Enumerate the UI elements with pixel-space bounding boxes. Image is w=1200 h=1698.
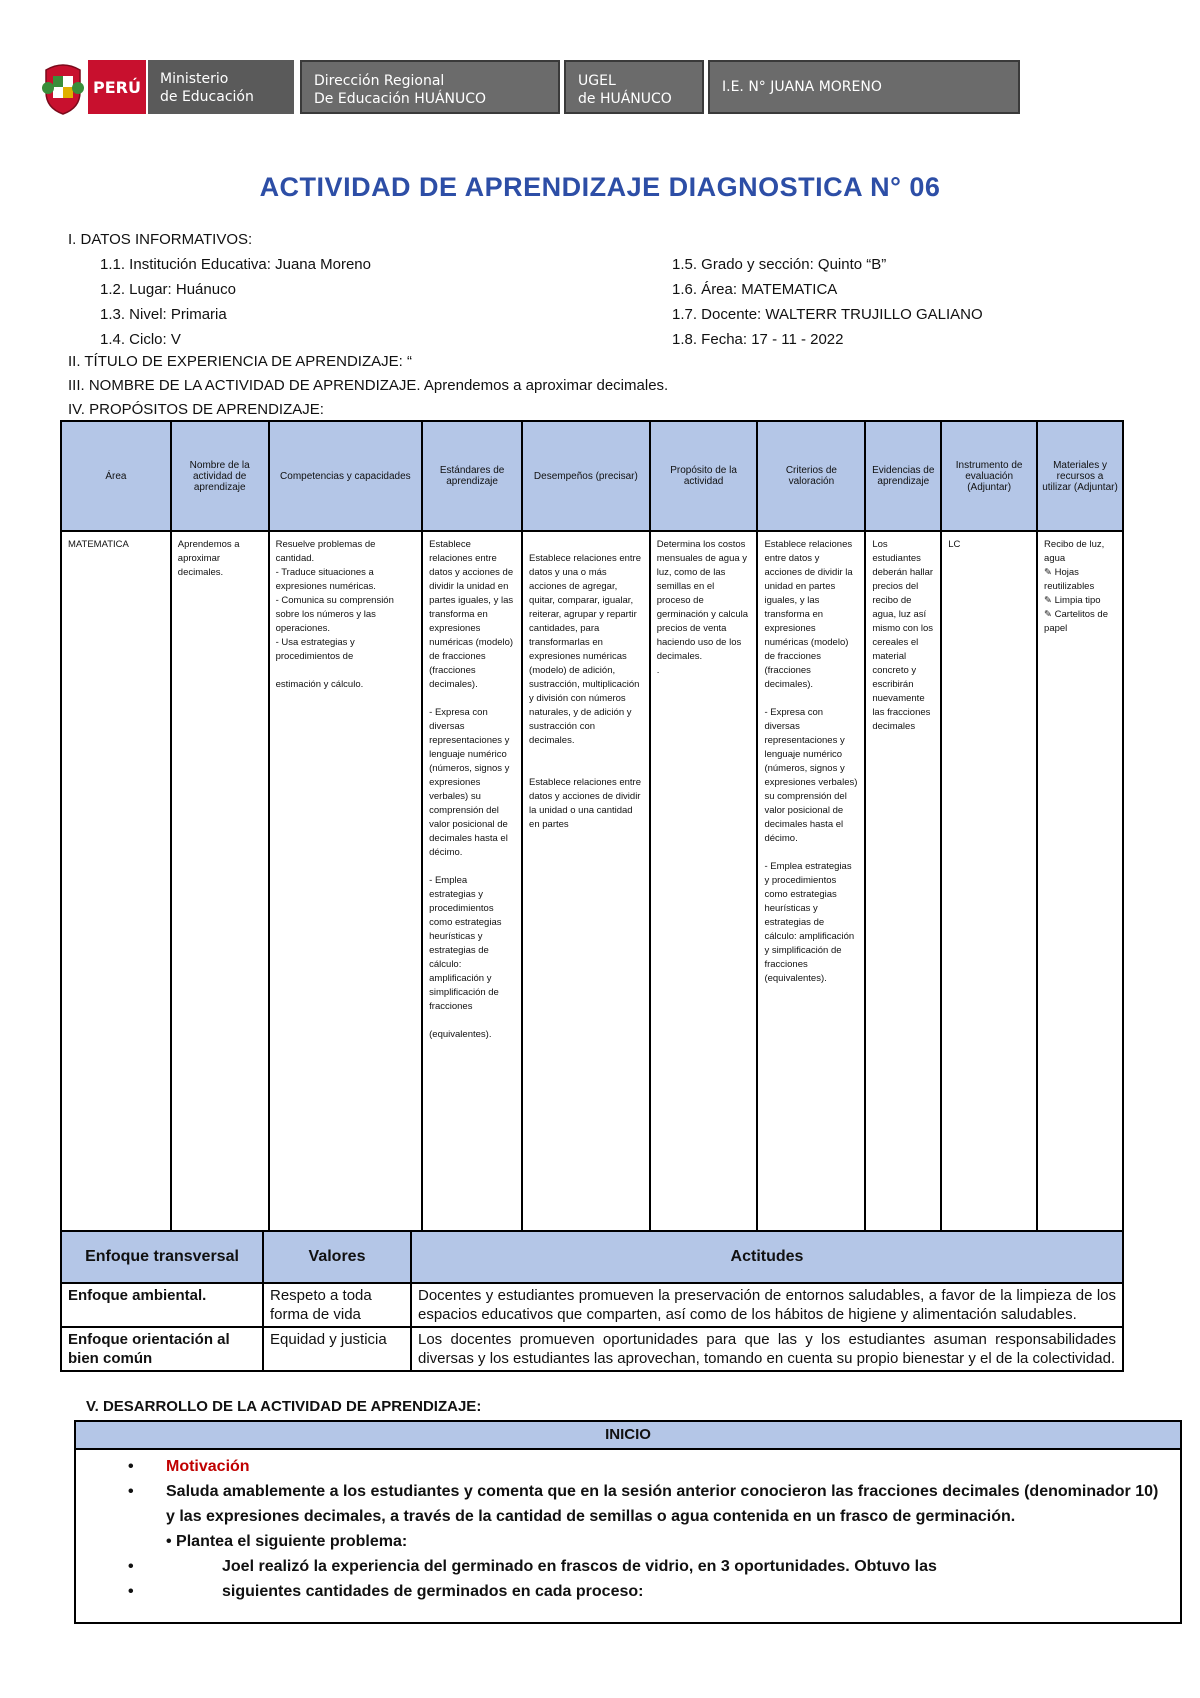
col-competencias: Competencias y capacidades [269, 421, 423, 531]
inicio-paragraph-4: siguientes cantidades de germinados en cada proceso: [222, 1583, 644, 1600]
ugel-label [564, 60, 704, 114]
ministry-label [148, 60, 294, 114]
cell-area: MATEMATICA [61, 531, 171, 1245]
table-row [61, 1327, 1123, 1371]
propositos-header-row [61, 421, 1123, 531]
page-title: ACTIVIDAD DE APRENDIZAJE DIAGNOSTICA N° 06 [259, 172, 941, 202]
bullet-icon: • [128, 1458, 134, 1475]
list-item [128, 1454, 1170, 1479]
col-enfoque: Enfoque transversal [61, 1231, 263, 1283]
cell-instrumento: LC [941, 531, 1037, 1245]
datos-item-1-4: 1.4. Ciclo: V [100, 331, 181, 348]
regional-line-2: De Educación HUÁNUCO [314, 91, 487, 107]
col-criterios: Criterios de valoración [757, 421, 865, 531]
inicio-header: INICIO [76, 1422, 1180, 1450]
datos-item-1-2: 1.2. Lugar: Huánuco [100, 281, 236, 298]
motivacion-label: Motivación [166, 1458, 250, 1475]
col-desempenos: Desempeños (precisar) [522, 421, 650, 531]
bullet-icon: • [128, 1483, 134, 1500]
propositos-table [60, 420, 1124, 1246]
cell-competencias: Resuelve problemas de cantidad. - Traduce situaciones a expresiones numéricas. - Comunica su comprensión sobre los números y las operaciones. - Usa estrategias y procedimientos de estimación y cálculo. [269, 531, 423, 1245]
list-item [166, 1529, 1170, 1554]
datos-item-1-7: 1.7. Docente: WALTERR TRUJILLO GALIANO [672, 306, 983, 323]
col-evidencias: Evidencias de aprendizaje [865, 421, 941, 531]
cell-nombre: Aprendemos a aproximar decimales. [171, 531, 269, 1245]
datos-right [672, 252, 983, 352]
cell-criterios: Establece relaciones entre datos y acciones de dividir la unidad en partes iguales, y las transforma en expresiones numéricas (modelo) de fracciones (fracciones decimales). - Expresa con diversas representaciones y lenguaje numérico (números, signos y expresiones verbales) su comprensión del valor posicional de decimales hasta el décimo. - Emplea estrategias y procedimientos como estrategias heurísticas y estrategias de cálculo: amplificación y simplificación de fracciones (equivalentes). [757, 531, 865, 1245]
enfoque-cell: Enfoque ambiental. [61, 1283, 263, 1327]
datos-item-1-1: 1.1. Institución Educativa: Juana Moreno [100, 256, 371, 273]
ministry-line-2: de Educación [160, 89, 254, 105]
col-valores: Valores [263, 1231, 411, 1283]
list-item [128, 1579, 1170, 1604]
desarrollo-box [74, 1420, 1182, 1624]
cell-materiales: Recibo de luz, agua ✎ Hojas reutilizables ✎ Limpia tipo ✎ Cartelitos de papel [1037, 531, 1123, 1245]
ministry-line-1: Ministerio [160, 71, 229, 87]
col-materiales: Materiales y recursos a utilizar (Adjuntar) [1037, 421, 1123, 531]
col-area: Área [61, 421, 171, 531]
datos-item-1-3: 1.3. Nivel: Primaria [100, 306, 227, 323]
transversal-table [60, 1230, 1124, 1372]
datos-item-1-6: 1.6. Área: MATEMATICA [672, 281, 838, 298]
peru-logo: PERÚ [88, 60, 146, 114]
col-estandares: Estándares de aprendizaje [422, 421, 522, 531]
section-2-title: II. TÍTULO DE EXPERIENCIA DE APRENDIZAJE: “ [68, 353, 412, 370]
section-4-title: IV. PROPÓSITOS DE APRENDIZAJE: [68, 401, 324, 418]
bullet-icon: • [128, 1558, 134, 1575]
regional-direction-label [300, 60, 560, 114]
enfoque-cell: Enfoque orientación al bien común [61, 1327, 263, 1371]
regional-line-1: Dirección Regional [314, 73, 445, 89]
bullet-icon: • [128, 1583, 134, 1600]
section-3-name: III. NOMBRE DE LA ACTIVIDAD DE APRENDIZAJE. Aprendemos a aproximar decimales. [68, 377, 669, 394]
datos-left [100, 252, 371, 352]
col-proposito: Propósito de la actividad [650, 421, 758, 531]
actitud-cell: Los docentes promueven oportunidades para que las y los estudiantes asuman responsabilidades diversas y los estudiantes las aprovechan, tomando en cuenta su propio bienestar y el de la colectividad. [411, 1327, 1123, 1371]
valor-cell: Respeto a toda forma de vida [263, 1283, 411, 1327]
school-label: I.E. N° JUANA MORENO [708, 60, 1020, 114]
valor-cell: Equidad y justicia [263, 1327, 411, 1371]
table-row [61, 1283, 1123, 1327]
section-5-title: V. DESARROLLO DE LA ACTIVIDAD DE APRENDIZAJE: [86, 1398, 482, 1415]
inicio-paragraph-2: • Plantea el siguiente problema: [166, 1533, 408, 1550]
col-nombre: Nombre de la actividad de aprendizaje [171, 421, 269, 531]
ugel-line-1: UGEL [578, 73, 616, 89]
cell-estandares: Establece relaciones entre datos y acciones de dividir la unidad en partes iguales, y las transforma en expresiones numéricas (modelo) de fracciones (fracciones decimales). - Expresa con diversas representaciones y lenguaje numérico (números, signos y expresiones verbales) su comprensión del valor posicional de decimales hasta el décimo. - Emplea estrategias y procedimientos como estrategias heurísticas y estrategias de cálculo: amplificación y simplificación de fracciones (equivalentes). [422, 531, 522, 1245]
datos-item-1-8: 1.8. Fecha: 17 - 11 - 2022 [672, 331, 844, 348]
col-instrumento: Instrumento de evaluación (Adjuntar) [941, 421, 1037, 531]
cell-evidencias: Los estudiantes deberán hallar precios del recibo de agua, luz así mismo con los cereales el material concreto y escribirán nuevamente las fracciones decimales [865, 531, 941, 1245]
transversal-header-row [61, 1231, 1123, 1283]
datos-heading: I. DATOS INFORMATIVOS: [68, 231, 253, 248]
datos-item-1-5: 1.5. Grado y sección: Quinto “B” [672, 256, 887, 273]
list-item [128, 1479, 1170, 1529]
table-row [61, 531, 1123, 1245]
list-item [128, 1554, 1170, 1579]
cell-desempenos: Establece relaciones entre datos y una o más acciones de agregar, quitar, comparar, igualar, reiterar, agrupar y repartir cantidades, para transformarlas en expresiones numéricas (modelo) de adición, sustracción, multiplicación y división con números naturales, y de adición y sustracción con decimales. Establece relaciones entre datos y acciones de dividir la unidad o una cantidad en partes [522, 531, 650, 1245]
cell-proposito: Determina los costos mensuales de agua y luz, como de las semillas en el proceso de germinación y calcula precios de venta haciendo uso de los decimales. . [650, 531, 758, 1245]
col-actitudes: Actitudes [411, 1231, 1123, 1283]
peru-coat-of-arms-icon [38, 58, 88, 116]
ugel-line-2: de HUÁNUCO [578, 91, 672, 107]
inicio-list [76, 1450, 1180, 1604]
actitud-cell: Docentes y estudiantes promueven la preservación de entornos saludables, a favor de la limpieza de los espacios educativos que comparten, así como de los hábitos de higiene y alimentación saludables. [411, 1283, 1123, 1327]
inicio-paragraph-3: Joel realizó la experiencia del germinado en frascos de vidrio, en 3 oportunidades. Obtuvo las [222, 1558, 937, 1575]
inicio-paragraph-1: Saluda amablemente a los estudiantes y comenta que en la sesión anterior conocieron las fracciones decimales (denominador 10) y las expresiones decimales, a través de la cantidad de semillas o agua contenida en un frasco de germinación. [166, 1483, 1159, 1525]
